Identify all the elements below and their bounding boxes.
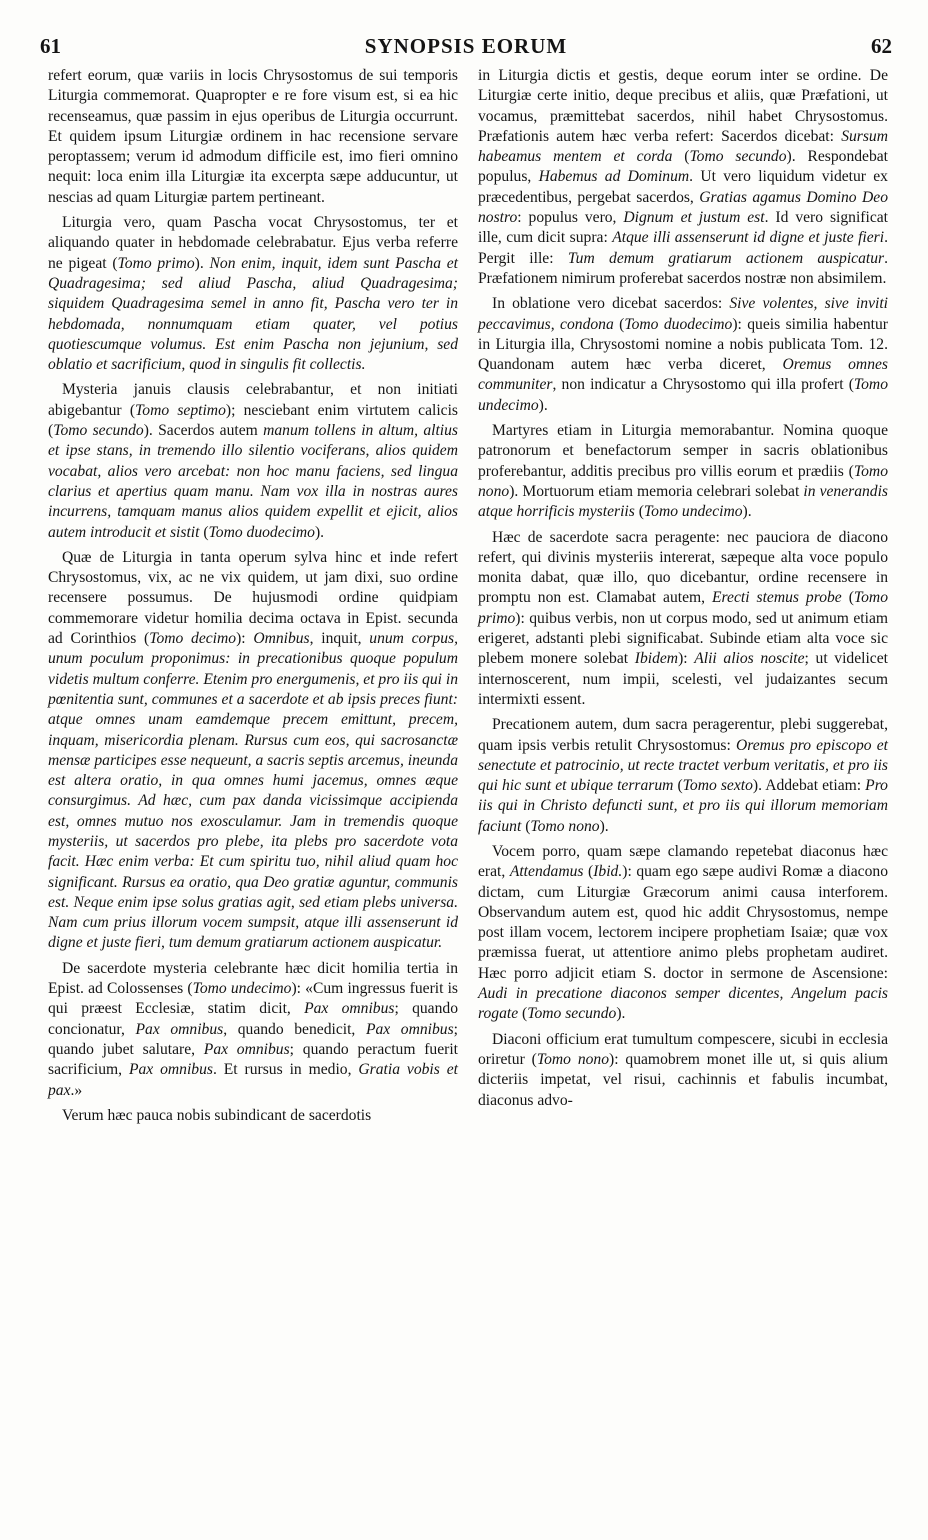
italic-segment: Tomo undecimo bbox=[643, 503, 743, 521]
text-segment: Hæc de sacerdote sacra peragente: nec pauciora de diacono refert, qui divinis mysteriis intererat, sæpeque alta voce populo monita dabat, quæ illo, quo dicebantur, ordine recensere in promptu non est. Clamabat autem, bbox=[478, 528, 888, 607]
italic-segment: Pax omnibus bbox=[365, 1020, 454, 1038]
italic-segment: in venerandis atque horrificis mysteriis bbox=[478, 482, 888, 521]
text-segment: . Id vero significat ille, cum dicit supra: bbox=[478, 209, 888, 247]
text-segment: ): queis similia habentur in Liturgia illa, Chrysostomi nomine a nobis publicata Tom. 12. Quandonam autem hæc verba diceret, bbox=[478, 315, 888, 374]
text-segment: Liturgia vero, quam Pascha vocat Chrysostomus, ter et aliquando quater in hebdomade celebrabatur. Ejus verba referre ne pigeat ( bbox=[48, 214, 458, 272]
italic-segment: Dignum et justum est bbox=[623, 209, 765, 227]
italic-segment: Oremus pro episcopo et senectute et patrocinio, ut recte tractet verbum veritatis, et pro iis qui hic sunt et ubique terrarum bbox=[478, 736, 888, 795]
text-segment: . Pergit ille: bbox=[478, 229, 888, 267]
italic-segment: Tomo secundo bbox=[689, 148, 787, 166]
italic-segment: Atque illi assenserunt id digne et juste fieri bbox=[612, 229, 885, 247]
italic-segment: Tomo undecimo bbox=[192, 980, 292, 998]
paragraph bbox=[48, 1106, 458, 1126]
text-segment: ). Addebat etiam: bbox=[752, 777, 866, 795]
text-segment: Precationem autem, dum sacra peragerentur, plebi suggerebat, quam ipsis verbis retulit Chrysostomus: bbox=[478, 716, 888, 754]
italic-segment: Tomo sexto bbox=[682, 777, 753, 795]
paragraph bbox=[478, 66, 888, 289]
text-segment: .» bbox=[70, 1081, 83, 1099]
text-segment: ). bbox=[616, 1005, 626, 1023]
text-segment: . Ut vero liquidum videtur ex præcedentibus, pergebat sacerdos, bbox=[478, 168, 888, 206]
italic-segment: Gratia vobis et pax bbox=[48, 1061, 458, 1099]
text-segment: ; quando concionatur, bbox=[48, 1000, 458, 1038]
italic-segment: Audi in precatione diaconos semper dicentes, Angelum pacis rogate bbox=[478, 985, 888, 1023]
italic-segment: unum corpus, unum poculum proponimus: in precationibus quoque populum videtis multum conferre. Etenim pro energumenis, et pro iis qui in pœnitentia sunt, communes et a sacerdote et ab ipsis preces fiunt: atque omnes unam eamdemque precem emittunt, precem, inquam, misericordia plenam. Rursus cum eos, qui sacrosanctæ mensæ participes esse nequeunt, a sacris septis arcemus, ineunda est altera oratio, in qua omnes humi jacemus, omnes æque consurgimus. Ad hæc, cum pax danda vicissimque accipienda est, omnes mutuo nos exosculamur. Jam in tremendis quoque mysteriis, ut sacerdos pro plebe, ita plebs pro sacerdote vota facit. Hæc enim verba: Et cum spiritu tuo, nihil aliud quam hoc significant. Rursus ea oratio, qua Deo gratiæ aguntur, communis est. Neque enim ipse solus gratias agit, sed etiam plebs universa. Nam cum prius illorum vocem sumpsit, atque illi assenserunt id digne et juste fieri, tum demum gratiarum actionem auspicatur. bbox=[48, 630, 459, 952]
paragraph bbox=[478, 842, 888, 1025]
italic-segment: Tomo decimo bbox=[149, 630, 237, 648]
italic-segment: Pax omnibus bbox=[304, 1000, 395, 1018]
text-segment: refert eorum, quæ variis in locis Chrysostomus de sui temporis Liturgia commemorat. Quapropter e re fore visum est, si ea hic recenseamus, quæ passim in ejus operibus de Liturgia occurrunt. Et quidem ipsum Liturgiæ ordinem in hac recensione servare peroptassem; verum id admodum difficile est, imo fieri omnino nequit: loca enim illa Liturgiæ ita excerpta sæpe adducuntur, ut nescias ad quam Liturgiæ partem pertineant. bbox=[48, 67, 458, 206]
text-segment: ; quando jubet salutare, bbox=[48, 1020, 458, 1058]
paragraph bbox=[48, 213, 458, 375]
text-segment: ). bbox=[599, 817, 609, 835]
text-segment: ). Sacerdos autem bbox=[143, 422, 264, 440]
italic-segment: Attendamus bbox=[509, 863, 584, 881]
italic-segment: Tomo primo bbox=[478, 589, 888, 627]
italic-segment: Omnibus bbox=[253, 630, 310, 648]
text-segment: ). bbox=[538, 396, 548, 414]
text-segment: Verum hæc pauca nobis subindicant de sacerdotis bbox=[62, 1106, 372, 1124]
paragraph bbox=[478, 715, 888, 837]
right-column bbox=[478, 66, 888, 1116]
text-segment: ). bbox=[194, 254, 210, 272]
text-segment: Martyres etiam in Liturgia memorabantur. Nomina quoque patronorum et benefactorum semper in sacris oblationibus proferebantur, additis precibus pro villis eorum et prædiis ( bbox=[478, 422, 888, 480]
paragraph bbox=[478, 421, 888, 522]
text-segment: In oblatione vero dicebat sacerdos: bbox=[492, 295, 730, 313]
paragraph bbox=[478, 294, 888, 416]
italic-segment: Erecti stemus probe bbox=[712, 589, 842, 607]
italic-segment: Pax omnibus bbox=[128, 1061, 213, 1079]
paragraph bbox=[478, 528, 888, 711]
left-column bbox=[48, 66, 458, 1131]
text-segment: ( bbox=[613, 315, 625, 333]
italic-segment: Ibid. bbox=[593, 863, 623, 881]
text-segment: : populus vero, bbox=[517, 209, 624, 227]
text-segment: ( bbox=[672, 148, 690, 166]
italic-segment: Pax omnibus bbox=[203, 1040, 290, 1058]
italic-segment: Tomo undecimo bbox=[478, 376, 888, 414]
page-number-right: 62 bbox=[871, 34, 892, 58]
italic-segment: Alii alios noscite bbox=[694, 650, 805, 668]
text-segment: , non indicatur a Chrysostomo qui illa profert ( bbox=[552, 376, 854, 394]
paragraph bbox=[48, 66, 458, 208]
italic-segment: Non enim, inquit, idem sunt Pascha et Quadragesima; sed aliud Pascha, aliud Quadragesima; siquidem Quadragesima semel in anno fit, Pascha vero ter in hebdomada, nonnumquam etiam quater, vel potius quotiescumque volumus. Est enim Pascha non jejunium, sed oblatio et sacrificium, quod in singulis fit collectis. bbox=[48, 254, 458, 374]
text-segment: . Et rursus in medio, bbox=[212, 1061, 359, 1079]
text-segment: , quando benedicit, bbox=[223, 1020, 366, 1038]
text-segment: ( bbox=[634, 503, 644, 521]
text-segment: ): quamobrem monet ille ut, si quis alium dicteriis impetat, vel risui, cachinnis et fabulis incumbat, diaconus advo- bbox=[478, 1050, 888, 1109]
text-segment: Vocem porro, quam sæpe clamando repetebat diaconus hæc erat, bbox=[478, 842, 888, 881]
italic-segment: Tomo septimo bbox=[135, 401, 226, 419]
text-segment: ; ut videlicet internoscerent, num impii, scelesti, vel judaizantes secum intermixti essent. bbox=[478, 650, 888, 708]
italic-segment: Tomo nono bbox=[478, 462, 888, 500]
text-segment: , inquit, bbox=[309, 630, 370, 648]
text-segment: ( bbox=[841, 589, 854, 607]
italic-segment: Ibidem bbox=[634, 650, 679, 668]
paragraph bbox=[48, 548, 458, 954]
text-segment: ). Respondebat populus, bbox=[478, 148, 889, 186]
text-segment: in Liturgia dictis et gestis, deque eorum inter se ordine. De Liturgiæ certe initio, deque precibus et aliis, quæ Præfationi, ut vocamus, præmittebat sacerdos, nihil habet Chrysostomus. Præfationis autem hæc verba refert: Sacerdos dicebat: bbox=[478, 67, 888, 145]
text-segment: ( bbox=[583, 863, 594, 881]
text-segment: ); nesciebant enim virtutem calicis ( bbox=[48, 401, 458, 440]
page-number-left: 61 bbox=[40, 34, 61, 58]
paragraph bbox=[478, 1030, 888, 1111]
text-segment: De sacerdote mysteria celebrante hæc dicit homilia tertia in Epist. ad Colossenses ( bbox=[48, 959, 458, 998]
italic-segment: Tomo duodecimo bbox=[624, 315, 733, 333]
paragraph bbox=[48, 959, 458, 1101]
italic-segment: Tomo nono bbox=[536, 1050, 610, 1068]
italic-segment: Tum demum gratiarum actionem auspicatur bbox=[567, 249, 885, 267]
italic-segment: Tomo primo bbox=[117, 254, 195, 272]
italic-segment: Sursum habeamus mentem et corda bbox=[478, 127, 888, 166]
text-segment: ): quibus verbis, non ut corpus modo, sed ut animum etiam erigeret, adstanti plebi significabat. Subinde etiam alta voce sic plebem monere solebat bbox=[478, 609, 888, 668]
text-segment: ): bbox=[236, 630, 254, 648]
italic-segment: Habemus ad Dominum bbox=[538, 168, 690, 186]
text-segment: ; quando peractum fuerit sacrificium, bbox=[48, 1040, 459, 1079]
text-segment: ): quam ego sæpe audivi Romæ a diacono dictam, cum Liturgiæ Græcorum animi causa interforem. Observandum autem est, quod hic addit Chrysostomus, nempe post illam vocem, lectorem incipere prophetiam Isaiæ; quæ vox præmissa fuerat, ut attentiore animo plebs prophetam audiret. Hæc porro adjicit etiam S. doctor in sermone de Ascensione: bbox=[478, 863, 888, 982]
italic-segment: Oremus omnes communiter bbox=[478, 356, 888, 394]
italic-segment: Tomo nono bbox=[530, 817, 600, 835]
italic-segment: Pax omnibus bbox=[135, 1020, 224, 1038]
running-header bbox=[40, 34, 892, 58]
text-segment: ( bbox=[521, 817, 531, 835]
italic-segment: manum tollens in altum, altius et ipse stans, in tremendo illo silentio vociferans, alios quidem vocabat, alios vero arcebat: non hoc manu faciens, sed lingua clarius et apertius quam manu. Nam vox illa in nostras aures incurrens, tamquam manus alios quidem expellit et ejicit, alios autem introducit et sistit bbox=[48, 422, 458, 541]
text-segment: Quæ de Liturgia in tanta operum sylva hinc et inde refert Chrysostomus, vix, ac ne vix quidem, ut jam dixi, suo ordine recensere possumus. De hujusmodi ordine quidpiam commemorare videtur homilia decima octava in Epist. secunda ad Corinthios ( bbox=[48, 548, 458, 648]
italic-segment: Tomo secundo bbox=[53, 422, 144, 440]
italic-segment: Gratias agamus Domino Deo nostro bbox=[478, 188, 888, 227]
text-segment: Mysteria januis clausis celebrabantur, et non initiati abigebantur ( bbox=[48, 381, 458, 419]
text-segment: ). Mortuorum etiam memoria celebrari solebat bbox=[509, 482, 804, 500]
text-segment: ): «Cum ingressus fuerit is qui præest Ecclesiæ, statim dicit, bbox=[48, 980, 458, 1018]
text-segment: ( bbox=[673, 777, 683, 795]
text-segment: ): bbox=[678, 650, 695, 668]
paragraph bbox=[48, 380, 458, 542]
text-segment: . Præfationem nimirum proferebat sacerdos nostræ non absimilem. bbox=[478, 249, 889, 287]
italic-segment: Tomo secundo bbox=[527, 1005, 617, 1023]
text-segment: ( bbox=[199, 523, 209, 541]
text-segment: ). bbox=[742, 503, 752, 521]
text-segment: Diaconi officium erat tumultum compescere, sicubi in ecclesia oriretur ( bbox=[478, 1030, 888, 1068]
text-segment: ). bbox=[314, 523, 325, 541]
running-title: SYNOPSIS EORUM bbox=[364, 34, 568, 58]
italic-segment: Sive volentes, sive inviti peccavimus, condona bbox=[478, 295, 888, 333]
italic-segment: Pro iis qui in Christo defuncti sunt, et pro iis qui illorum memoriam faciunt bbox=[478, 777, 888, 835]
italic-segment: Tomo duodecimo bbox=[208, 523, 315, 541]
text-segment: ( bbox=[518, 1005, 528, 1023]
